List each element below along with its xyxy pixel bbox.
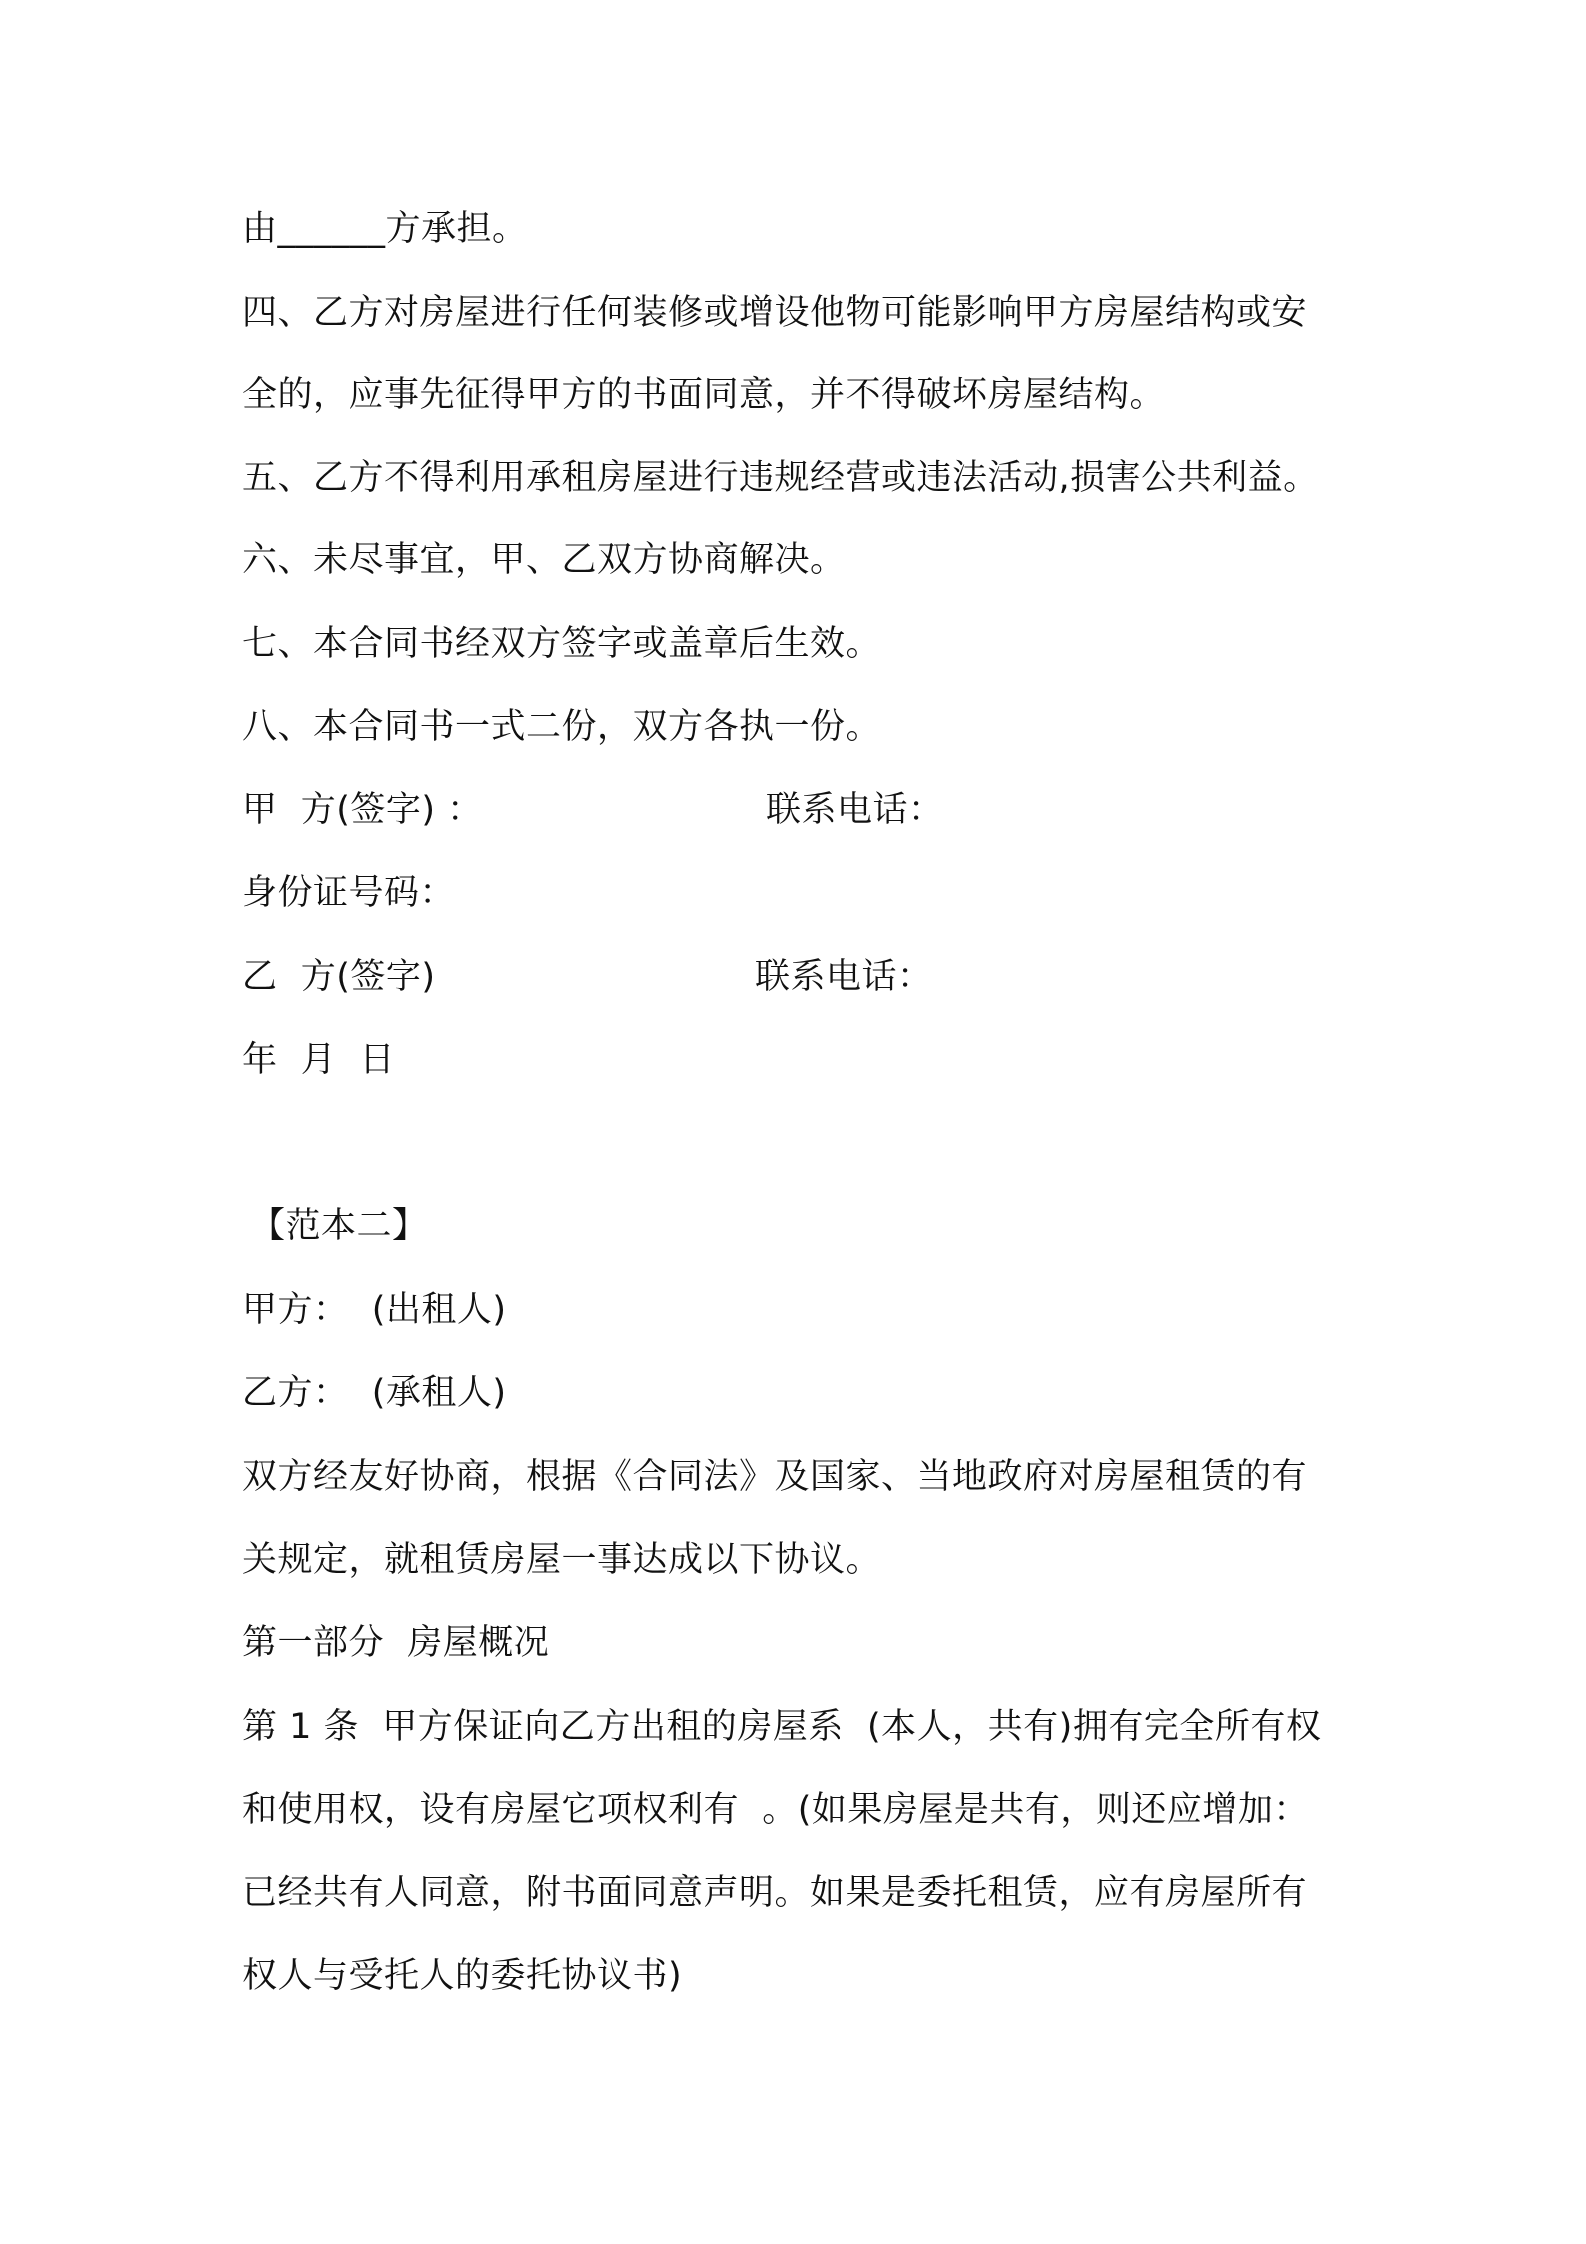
article-one-line-4: 权人与受托人的委托协议书): [242, 1956, 683, 1996]
sample-two-party-b: 乙方： (承租人): [242, 1373, 507, 1413]
sample-two-heading: 【范本二】: [250, 1206, 428, 1246]
clause-four-line-1: 四、乙方对房屋进行任何装修或增设他物可能影响甲方房屋结构或安: [242, 293, 1308, 333]
sample-two-intro-line-2: 关规定，就租赁房屋一事达成以下协议。: [242, 1540, 882, 1580]
clause-six: 六、未尽事宜，甲、乙双方协商解决。: [242, 540, 846, 580]
article-one-line-2: 和使用权，设有房屋它项权利有 。(如果房屋是共有，则还应增加：: [242, 1790, 1309, 1830]
party-b-signature-label: 乙 方(签字): [242, 957, 436, 997]
clause-eight: 八、本合同书一式二份，双方各执一份。: [242, 707, 882, 747]
clause-cost-bearer: 由______方承担。: [242, 209, 528, 249]
id-number-label: 身份证号码：: [242, 873, 456, 913]
signing-date: 年 月 日: [242, 1040, 396, 1080]
clause-four-line-2: 全的，应事先征得甲方的书面同意，并不得破坏房屋结构。: [242, 375, 1166, 415]
clause-five: 五、乙方不得利用承租房屋进行违规经营或违法活动,损害公共利益。: [242, 458, 1319, 498]
article-one-line-1: 第 1 条 甲方保证向乙方出租的房屋系 (本人，共有)拥有完全所有权: [242, 1707, 1322, 1747]
article-one-line-3: 已经共有人同意，附书面同意声明。如果是委托租赁，应有房屋所有: [242, 1873, 1308, 1913]
sample-two-party-a: 甲方： (出租人): [242, 1290, 507, 1330]
sample-two-intro-line-1: 双方经友好协商，根据《合同法》及国家、当地政府对房屋租赁的有: [242, 1457, 1308, 1497]
clause-seven: 七、本合同书经双方签字或盖章后生效。: [242, 624, 882, 664]
party-b-phone-label: 联系电话：: [755, 957, 933, 997]
party-a-phone-label: 联系电话：: [766, 790, 944, 830]
part-one-title: 第一部分 房屋概况: [242, 1623, 550, 1663]
party-a-signature-label: 甲 方(签字) ：: [242, 790, 483, 830]
